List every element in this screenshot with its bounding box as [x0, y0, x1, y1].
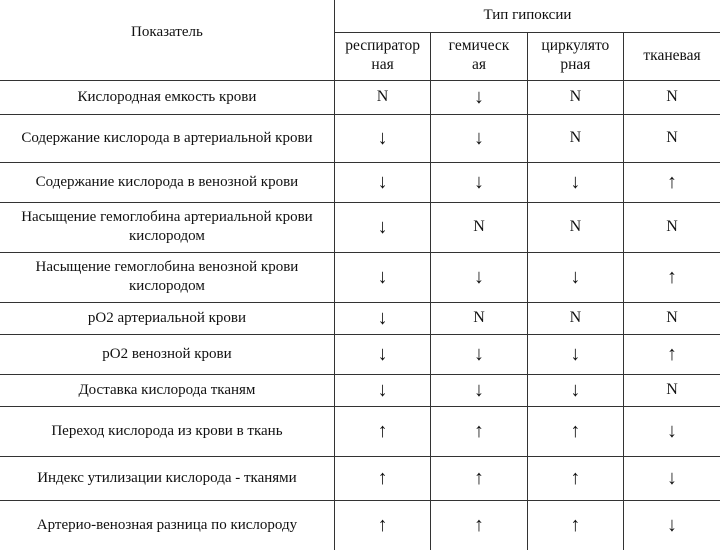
- table-row: [0, 456, 720, 500]
- indicator-label: Содержание кислорода в артериальной крови: [0, 114, 334, 162]
- indicator-label: рО2 венозной крови: [0, 334, 334, 374]
- value-cell: N: [431, 302, 527, 334]
- type-tissue-header: [624, 32, 720, 80]
- value-cell: N: [624, 80, 720, 114]
- value-cell: N: [431, 202, 527, 252]
- table-row: [0, 252, 720, 302]
- indicator-label: Насыщение гемоглобина артериальной крови кислородом: [0, 202, 334, 252]
- value-cell: ↓: [334, 252, 430, 302]
- indicator-label: Переход кислорода из крови в ткань: [0, 406, 334, 456]
- type-label-line2: ая: [471, 56, 486, 73]
- indicator-label: рО2 артериальной крови: [0, 302, 334, 334]
- type-label-line1: респиратор: [345, 37, 420, 55]
- type-label-line1: гемическ: [448, 37, 510, 55]
- indicator-label: Индекс утилизации кислорода - тканями: [0, 456, 334, 500]
- indicator-label: Доставка кислорода тканям: [0, 374, 334, 406]
- value-cell: ↓: [624, 406, 720, 456]
- type-respiratory-header: [334, 32, 430, 80]
- type-label-line2: ная: [371, 56, 394, 73]
- value-cell: ↑: [527, 500, 623, 550]
- type-label-line1: циркулято: [541, 37, 610, 55]
- value-cell: ↓: [334, 114, 430, 162]
- hypoxia-type-header: Тип гипоксии: [334, 0, 720, 32]
- type-label-line1: тканевая: [643, 46, 701, 64]
- value-cell: ↓: [431, 334, 527, 374]
- value-cell: ↑: [527, 406, 623, 456]
- value-cell: ↓: [431, 252, 527, 302]
- type-label-line2: рная: [560, 56, 591, 73]
- value-cell: ↑: [624, 162, 720, 202]
- indicator-label: Артерио-венозная разница по кислороду: [0, 500, 334, 550]
- value-cell: ↑: [334, 406, 430, 456]
- value-cell: N: [527, 202, 623, 252]
- value-cell: ↓: [527, 374, 623, 406]
- table-row: [0, 202, 720, 252]
- value-cell: ↓: [334, 302, 430, 334]
- indicator-label: Насыщение гемоглобина венозной крови кислородом: [0, 252, 334, 302]
- indicator-header: Показатель: [0, 0, 334, 80]
- value-cell: N: [527, 302, 623, 334]
- table-row: [0, 334, 720, 374]
- table-row: [0, 162, 720, 202]
- value-cell: ↑: [334, 456, 430, 500]
- value-cell: N: [334, 80, 430, 114]
- indicator-label: Кислородная емкость крови: [0, 80, 334, 114]
- value-cell: ↑: [334, 500, 430, 550]
- value-cell: ↓: [334, 374, 430, 406]
- value-cell: ↓: [431, 114, 527, 162]
- indicator-label: Содержание кислорода в венозной крови: [0, 162, 334, 202]
- value-cell: N: [624, 114, 720, 162]
- value-cell: ↓: [527, 334, 623, 374]
- value-cell: ↑: [624, 334, 720, 374]
- value-cell: ↓: [624, 456, 720, 500]
- table-row: [0, 114, 720, 162]
- value-cell: ↓: [431, 80, 527, 114]
- table-row: [0, 406, 720, 456]
- value-cell: N: [527, 80, 623, 114]
- value-cell: ↑: [527, 456, 623, 500]
- value-cell: N: [527, 114, 623, 162]
- table-row: [0, 80, 720, 114]
- value-cell: ↑: [624, 252, 720, 302]
- value-cell: ↓: [527, 162, 623, 202]
- value-cell: ↓: [431, 374, 527, 406]
- value-cell: ↓: [334, 162, 430, 202]
- value-cell: ↑: [431, 500, 527, 550]
- table-row: [0, 302, 720, 334]
- type-hemic-header: [431, 32, 527, 80]
- table-row: [0, 374, 720, 406]
- value-cell: ↓: [624, 500, 720, 550]
- value-cell: ↑: [431, 406, 527, 456]
- value-cell: ↑: [431, 456, 527, 500]
- table-row: [0, 500, 720, 550]
- value-cell: N: [624, 302, 720, 334]
- type-circulatory-header: [527, 32, 623, 80]
- value-cell: N: [624, 374, 720, 406]
- value-cell: ↓: [334, 334, 430, 374]
- value-cell: ↓: [334, 202, 430, 252]
- value-cell: N: [624, 202, 720, 252]
- value-cell: ↓: [431, 162, 527, 202]
- value-cell: ↓: [527, 252, 623, 302]
